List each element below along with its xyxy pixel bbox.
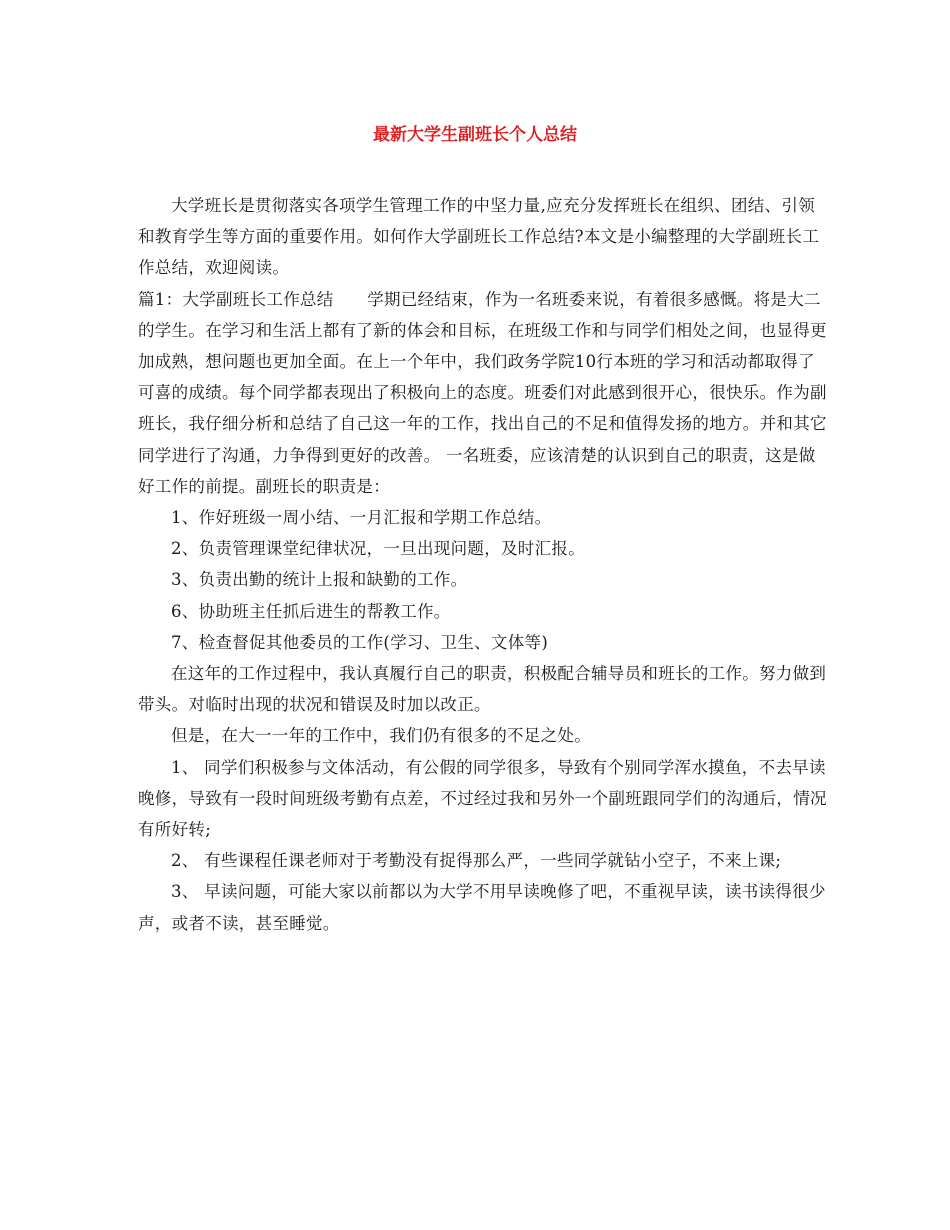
document-title: 最新大学生副班长个人总结 <box>373 125 577 145</box>
shortcoming-item-3: 3、 早读问题，可能大家以前都以为大学不用早读晚修了吧，不重视早读，读书读得很少声，或者不读，甚至睡觉。 <box>138 882 826 933</box>
duty-item-3: 3、负责出勤的统计上报和缺勤的工作。 <box>171 570 468 590</box>
shortcoming-item-1: 1、 同学们积极参与文体活动，有公假的同学很多，导致有个别同学浑水摸鱼，不去早读晚修，导致有一段时间班级考勤有点差，不过经过我和另外一个副班跟同学们的沟通后，情况有所好转; <box>138 757 827 840</box>
paragraph-section-1: 篇1：大学副班长工作总结 学期已经结束，作为一名班委来说，有着很多感慨。将是大二的学生。在学习和生活上都有了新的体会和目标，在班级工作和与同学们相处之间，也显得更加成熟，想问题也更加全面。在上一个年中，我们政务学院10行本班的学习和活动都取得了可喜的成绩。每个同学都表现出了积极向上的态度。班委们对此感到很开心，很快乐。作为副班长，我仔细分析和总结了自己这一年的工作，找出自己的不足和值得发扬的地方。并和其它同学进行了沟通，力争得到更好的改善。 一名班委，应该清楚的认识到自己的职责，这是做好工作的前提。副班长的职责是： <box>138 289 827 496</box>
paragraph-shortcomings: 但是，在大一一年的工作中，我们仍有很多的不足之处。 <box>171 726 591 746</box>
duty-item-1: 1、作好班级一周小结、一月汇报和学期工作总结。 <box>171 508 552 528</box>
duty-item-7: 7、检查督促其他委员的工作(学习、卫生、文体等) <box>171 632 549 652</box>
duty-item-6: 6、协助班主任抓后进生的帮教工作。 <box>171 601 451 621</box>
document-body <box>138 190 828 939</box>
paragraph-work-review: 在这年的工作过程中，我认真履行自己的职责，积极配合辅导员和班长的工作。努力做到带头。对临时出现的状况和错误及时加以改正。 <box>138 664 827 715</box>
duty-item-2: 2、负责管理课堂纪律状况，一旦出现问题，及时汇报。 <box>171 539 585 559</box>
shortcoming-item-2: 2、 有些课程任课老师对于考勤没有捉得那么严，一些同学就钻小空子，不来上课; <box>171 851 782 871</box>
paragraph-intro: 大学班长是贯彻落实各项学生管理工作的中坚力量,应充分发挥班长在组织、团结、引领和教育学生等方面的重要作用。如何作大学副班长工作总结?本文是小编整理的大学副班长工作总结，欢迎阅读。 <box>138 196 820 278</box>
